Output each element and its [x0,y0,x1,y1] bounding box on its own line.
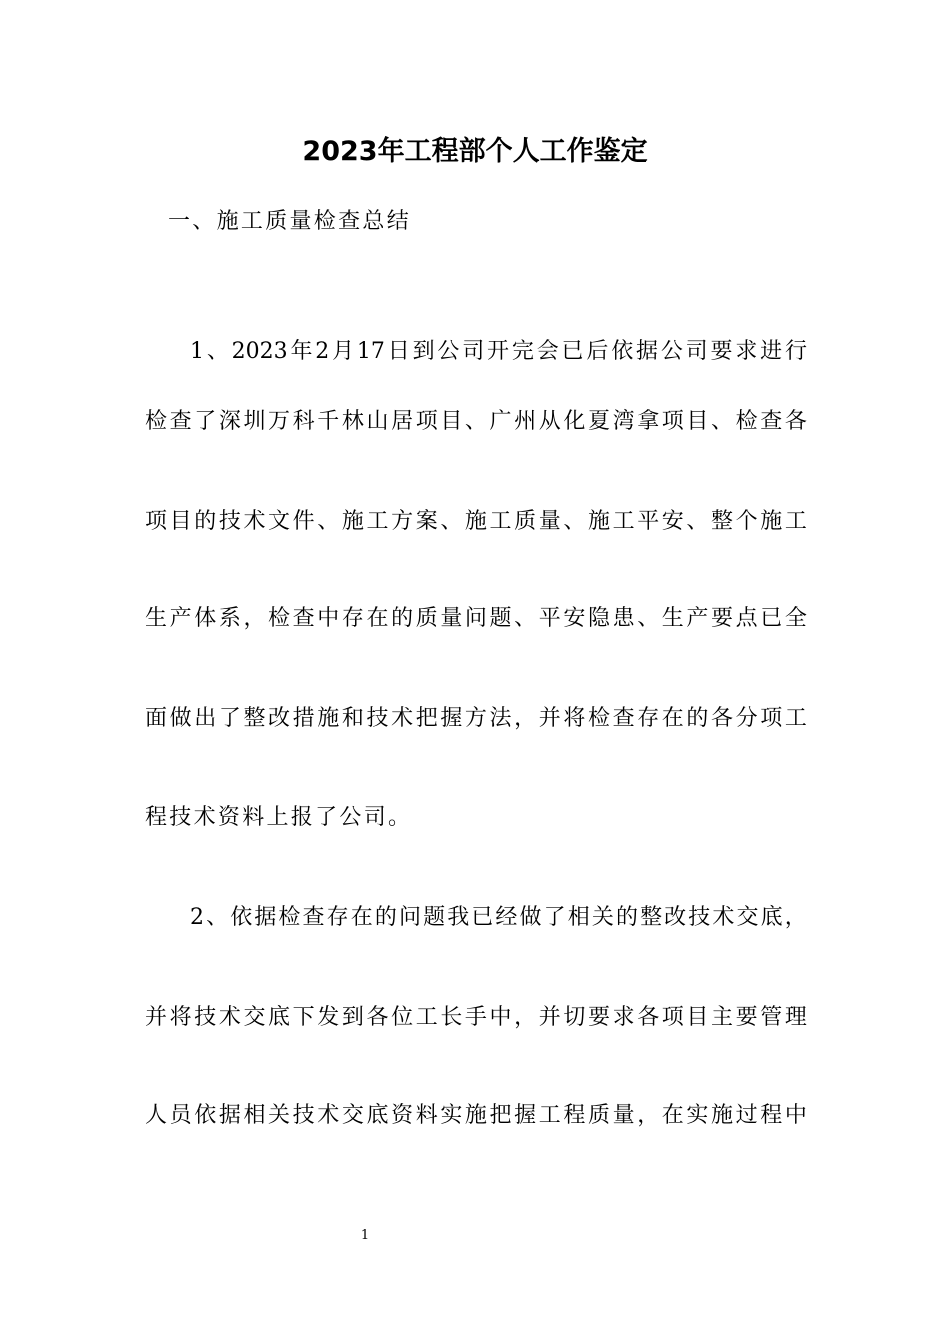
paragraph-1-line-1: 1 、 2023 年 2 月 17 日 到 公 司 开 完 会 已 后 依 据 公 司 要 求 进 行 [190,339,807,364]
paragraph-1-line-2: 检 查 了 深 圳 万 科 千 林 山 居 项 目 、 广 州 从 化 夏 湾 拿 项 目 、 检 查 各 [145,409,807,434]
paragraph-2-line-1: 2 、 依 据 检 查 存 在 的 问 题 我 已 经 做 了 相 关 的 整 改 技 术 交 底 ， [190,905,807,930]
document-title: 2023年工程部个人工作鉴定 [302,136,648,167]
section-heading: 一、施工质量检查总结 [168,209,412,234]
paragraph-1-line-4: 生 产 体 系 ， 检 查 中 存 在 的 质 量 问 题 、 平 安 隐 患 、 生 产 要 点 已 全 [145,606,807,631]
paragraph-1-line-3: 项 目 的 技 术 文 件 、 施 工 方 案 、 施 工 质 量 、 施 工 平 安 、 整 个 施 工 [145,509,807,534]
paragraph-2-line-3: 人 员 依 据 相 关 技 术 交 底 资 料 实 施 把 握 工 程 质 量 ， 在 实 施 过 程 中 [145,1103,807,1128]
paragraph-1-line-6: 程技术资料上报了公司。 [145,805,413,830]
page-number: 1 [360,1228,370,1243]
paragraph-1-line-5: 面 做 出 了 整 改 措 施 和 技 术 把 握 方 法 ， 并 将 检 查 存 在 的 各 分 项 工 [145,706,807,731]
paragraph-2-line-2: 并 将 技 术 交 底 下 发 到 各 位 工 长 手 中 ， 并 切 要 求 各 项 目 主 要 管 理 [145,1005,807,1030]
